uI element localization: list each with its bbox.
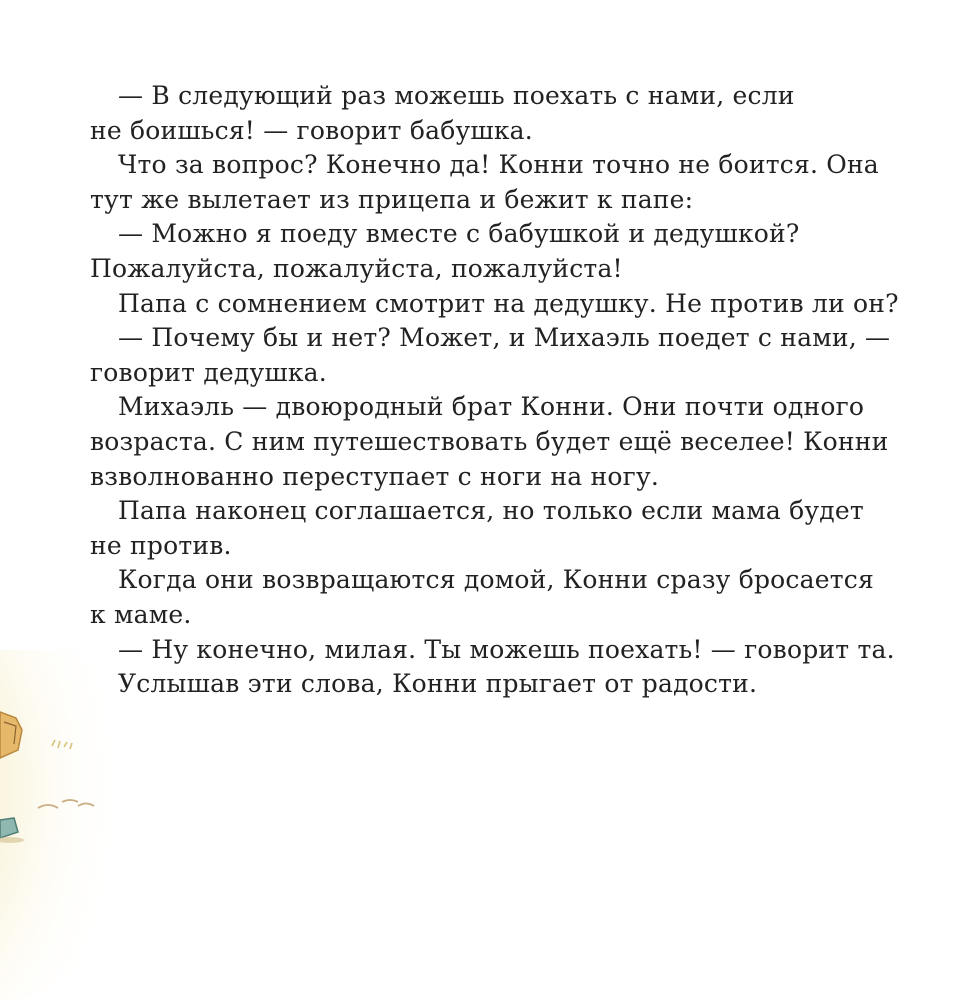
yellow-glow	[0, 650, 140, 1000]
text-line: Когда они возвращаются домой, Конни сразу бросается	[118, 565, 874, 595]
text-line: Пожалуйста, пожалуйста, пожалуйста!	[90, 253, 623, 283]
text-line: — Можно я поеду вместе с бабушкой и дедушкой?	[118, 219, 800, 249]
corner-illustration	[0, 650, 140, 1000]
text-line: взволнованно переступает с ноги на ногу.	[90, 461, 660, 491]
text-line: Папа с сомнением смотрит на дедушку. Не против ли он?	[118, 288, 899, 318]
text-line: тут же вылетает из прицепа и бежит к папе:	[90, 184, 694, 214]
text-line: — Ну конечно, милая. Ты можешь поехать! — говорит та.	[118, 634, 895, 664]
text-line: к маме.	[90, 599, 192, 629]
text-line: возраста. С ним путешествовать будет ещё веселее! Конни	[90, 426, 889, 456]
text-line: — Почему бы и нет? Может, и Михаэль поедет с нами, —	[118, 323, 891, 353]
text-line: не против.	[90, 530, 232, 560]
text-line: Что за вопрос? Конечно да! Конни точно не боится. Она	[118, 150, 879, 180]
text-line: — В следующий раз можешь поехать с нами, если	[118, 81, 795, 110]
text-line: Услышав эти слова, Конни прыгает от радости.	[118, 669, 758, 699]
text-line: Папа наконец соглашается, но только если мама будет	[118, 496, 864, 526]
text-line: Михаэль — двоюродный брат Конни. Они почти одного	[118, 392, 865, 422]
text-line: не боишься! — говорит бабушка.	[90, 115, 533, 145]
text-line: говорит дедушка.	[90, 357, 327, 387]
story-text	[90, 79, 899, 702]
